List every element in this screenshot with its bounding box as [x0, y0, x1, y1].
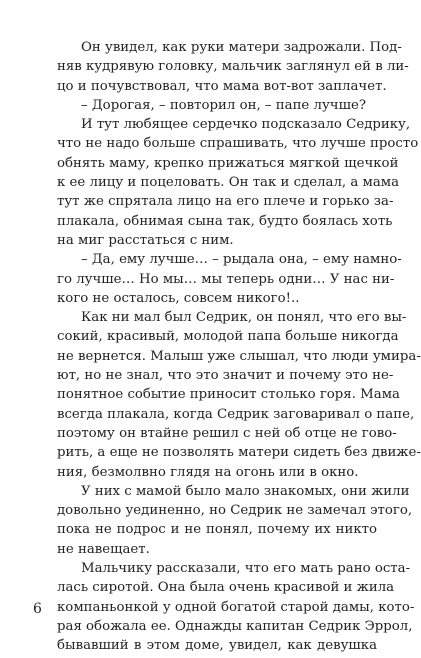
text-line: ния, безмолвно глядя на огонь или в окно.: [57, 464, 359, 480]
text-line: Он увидел, как руки матери задрожали. Под-: [81, 40, 402, 55]
text-line: бывавший в этом доме, увидел, как девушка: [57, 638, 377, 654]
text-line: тут же спрятала лицо на его плече и горько за-: [57, 194, 394, 210]
book-page: [33, 38, 421, 654]
body-text: [33, 38, 421, 656]
text-line: го лучше… Но мы… мы теперь одни… У нас ни-: [57, 271, 395, 287]
text-line: обнять маму, крепко прижаться мягкой щечкой: [57, 155, 399, 171]
text-line: цо и почувствовал, что мама вот-вот заплачет.: [57, 78, 387, 94]
text-line: плакала, обнимая сына так, будто боялась хоть: [57, 213, 393, 229]
text-line: что не надо больше спрашивать, что лучше просто: [57, 136, 419, 152]
text-line: всегда плакала, когда Седрик заговаривал о папе,: [57, 406, 415, 422]
text-line: на миг расстаться с ним.: [57, 232, 234, 248]
text-line: Как ни мал был Седрик, он понял, что его вы-: [81, 310, 407, 326]
text-line: компаньонкой у одной богатой старой дамы, кото-: [57, 599, 415, 615]
text-line: няв кудрявую головку, мальчик заглянул ей в ли-: [57, 59, 409, 75]
paragraph: [33, 482, 413, 559]
text-line: к ее лицу и поцеловать. Он так и сделал, а мама: [57, 175, 400, 191]
paragraph: [33, 96, 377, 115]
text-line: пока не подрос и не понял, почему их никто: [57, 522, 377, 538]
text-line: И тут любящее сердечко подсказало Седрику,: [81, 117, 411, 133]
text-line: – Да, ему лучше… – рыдала она, – ему намно-: [81, 252, 402, 268]
page-number: 6: [33, 601, 42, 617]
text-line: лась сиротой. Она была очень красивой и жила: [57, 580, 395, 596]
text-line: довольно уединенно, но Седрик не замечал этого,: [57, 503, 413, 519]
text-line: понятное событие приносит столько горя. Мама: [57, 387, 400, 403]
text-line: кого не осталось, совсем никого!..: [57, 290, 300, 306]
text-line: поэтому он втайне решил с ней об отце не гово-: [57, 425, 397, 441]
paragraph: [33, 308, 421, 482]
paragraph: [33, 115, 419, 250]
text-line: сокий, красивый, молодой папа больше никогда: [57, 329, 399, 345]
text-line: не навещает.: [57, 541, 150, 557]
paragraph: [33, 559, 415, 655]
text-line: – Дорогая, – повторил он, – папе лучше?: [81, 97, 366, 113]
text-line: рить, а еще не позволять матери сидеть без движе-: [57, 445, 421, 461]
text-line: ют, но не знал, что это значит и почему это не-: [57, 368, 394, 384]
paragraph: [33, 38, 409, 96]
text-line: У них с мамой было мало знакомых, они жили: [81, 483, 410, 499]
paragraph: [33, 250, 402, 308]
text-line: Мальчику рассказали, что его мать рано оста-: [81, 561, 411, 577]
text-line: не вернется. Малыш уже слышал, что люди умира-: [57, 348, 421, 364]
text-line: рая обожала ее. Однажды капитан Седрик Эррол,: [57, 618, 413, 634]
